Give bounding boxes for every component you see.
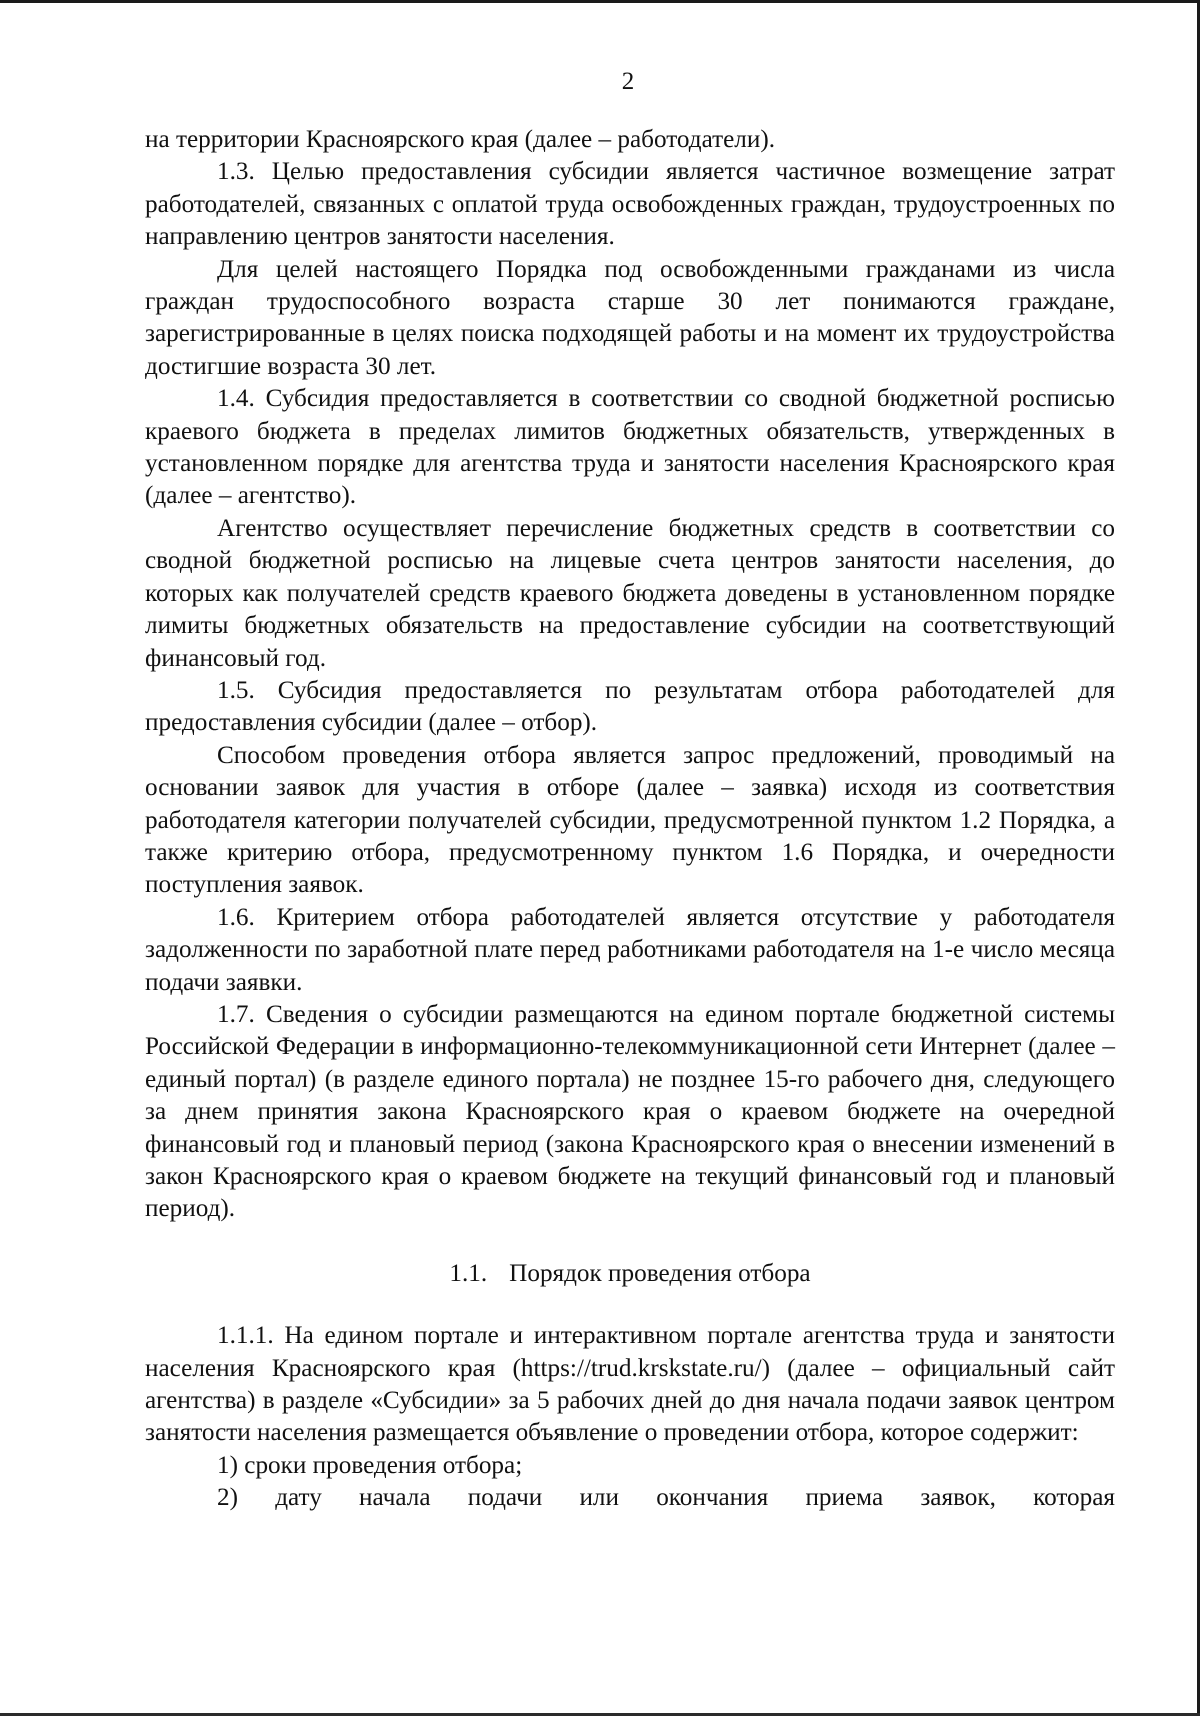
paragraph-1-4: 1.4. Субсидия предоставляется в соответствии со сводной бюджетной росписью краевого бюджета в пределах лимитов бюджетных обязательств, утвержденных в установленном порядке для агентства труда и занятости населения Красноярского края (далее – агентство). [145, 385, 1115, 510]
paragraph-1-3: 1.3. Целью предоставления субсидии является частичное возмещение затрат работодателей, связанных с оплатой труда освобожденных граждан, трудоустроенных по направлению центров занятости населения. [145, 158, 1115, 251]
page-number: 2 [621, 68, 635, 95]
paragraph-1-7: 1.7. Сведения о субсидии размещаются на едином портале бюджетной системы Российской Федерации в информационно-телекоммуникационной сети Интернет (далее – единый портал) (в разделе единого портала) не позднее 15-го рабочего дня, следующего за днем принятия закона Красноярского края о краевом бюджете на очередной финансовый год и плановый период (закона Красноярского края о внесении изменений в закон Красноярского края о краевом бюджете на текущий финансовый год и плановый период). [145, 1000, 1115, 1223]
section-heading-title: Порядок проведения отбора [509, 1259, 811, 1287]
paragraph-continuation: на территории Красноярского края (далее – работодатели). [145, 126, 776, 153]
paragraph-1-5: 1.5. Субсидия предоставляется по результатам отбора работодателей для предоставления субсидии (далее – отбор). [145, 676, 1115, 737]
paragraph-1-6: 1.6. Критерием отбора работодателей является отсутствие у работодателя задолженности по заработной плате перед работниками работодателя на 1-е число месяца подачи заявки. [145, 903, 1115, 996]
paragraph-selection-method: Способом проведения отбора является запрос предложений, проводимый на основании заявок для участия в отборе (далее – заявка) исходя из соответствия работодателя категории получателей субсидии, предусмотренной пунктом 1.2 Порядка, а также критерию отбора, предусмотренному пунктом 1.6 Порядка, и очередности поступления заявок. [145, 741, 1115, 899]
list-item-2: 2) дату начала подачи или окончания приема заявок, которая [217, 1484, 1115, 1512]
scan-border-top [0, 0, 1200, 3]
list-item-1: 1) сроки проведения отбора; [217, 1451, 523, 1479]
paragraph-agency-transfer: Агентство осуществляет перечисление бюджетных средств в соответствии со сводной бюджетной росписью на лицевые счета центров занятости населения, до которых как получателей средств краевого бюджета доведены в установленном порядке лимиты бюджетных обязательств на предоставление субсидии на соответствующий финансовый год. [145, 514, 1115, 672]
section-heading-number: 1.1. [449, 1259, 488, 1287]
section-heading [145, 1258, 1115, 1290]
paragraph-1-1-1: 1.1.1. На едином портале и интерактивном портале агентства труда и занятости населения Красноярского края (https://trud.krskstate.ru/) (далее – официальный сайт агентства) в разделе «Субсидии» за 5 рабочих дней до дня начала подачи заявок центром занятости населения размещается объявление о проведении отбора, которое содержит: [145, 1322, 1115, 1447]
document-body [145, 124, 1115, 1515]
paragraph-definition: Для целей настоящего Порядка под освобожденными гражданами из числа граждан трудоспособного возраста старше 30 лет понимаются граждане, зарегистрированные в целях поиска подходящей работы и на момент их трудоустройства достигшие возраста 30 лет. [145, 255, 1115, 380]
